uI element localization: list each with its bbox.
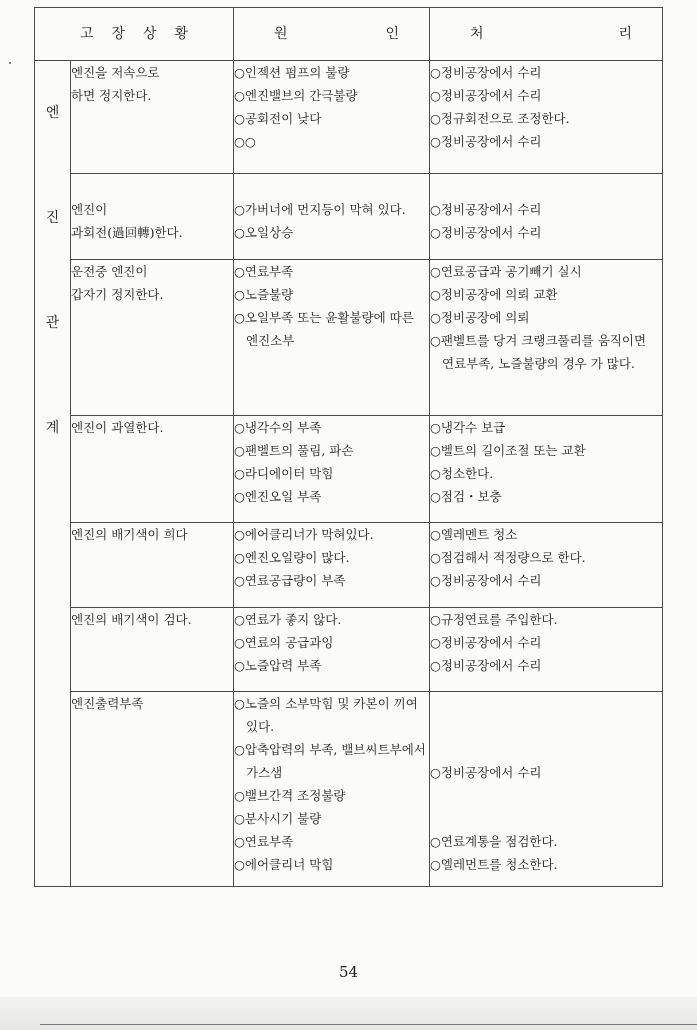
cause-item: ○노즐의 소부막힘 및 카본이 끼여있다. [234,696,418,734]
cause-cell [234,692,430,887]
cause-item: ○엔진오일 부족 [234,489,322,504]
action-item: ○정비공장에서 수리 [430,635,542,650]
cause-item: ○냉각수의 부족 [234,420,322,435]
table-row [35,523,663,608]
action-item: ○정비공장에서 수리 [430,88,542,103]
action-item: ○청소한다. [430,466,494,481]
cause-item: ○에어클리너 막힘 [234,857,334,872]
divider [40,1024,697,1025]
symptom-line: 엔진출력부족 [71,696,144,711]
symptom-cell [71,61,234,174]
header-situation [35,8,234,61]
symptom-line: 엔진의 배기색이 검다. [71,612,192,627]
table-row [35,174,663,260]
action-item: ○팬벨트를 당겨 크랭크풀리를 움직이면 연료부족, 노즐불량의 경우 가 많다. [430,333,647,371]
action-item: ○정비공장에서 수리 [430,225,542,240]
symptom-cell [71,692,234,887]
action-item: ○정비공장에서 수리 [430,573,542,588]
symptom-line: 하면 정지한다. [71,88,152,103]
action-item: ○연료공급과 공기빼기 실시 [430,264,582,279]
action-item: ○점검해서 적정량으로 한다. [430,550,586,565]
table-header-row [35,8,663,61]
table-row [35,416,663,523]
action-item: ○정비공장에서 수리 [430,202,542,217]
cause-cell [234,608,430,692]
symptom-cell [71,260,234,416]
action-item: ○정비공장에서 수리 [430,65,542,80]
action-cell [430,523,663,608]
cause-item: ○○ [234,134,256,149]
action-item: ○정비공장에 의뢰 [430,310,530,325]
symptom-cell [71,416,234,523]
action-item: ○연료계통을 점검한다. [430,834,558,849]
action-item: ○규정연료를 주입한다. [430,612,558,627]
page-number: 54 [338,963,359,981]
cause-item: ○분사시기 불량 [234,811,322,826]
cause-item: ○밸브간격 조정불량 [234,788,346,803]
cause-item: ○라디에이터 막힘 [234,466,334,481]
table-row [35,61,663,174]
scan-edge [0,997,697,1030]
action-item: ○정규회전으로 조정한다. [430,111,570,126]
symptom-cell [71,608,234,692]
action-cell [430,260,663,416]
cause-item: ○노즐불량 [234,287,294,302]
cause-item: ○공회전이 낮다 [234,111,322,126]
cause-item: ○엔진오일량이 많다. [234,550,350,565]
action-item: ○정비공장에 의뢰 교환 [430,287,558,302]
cause-item: ○오일부족 또는 윤활불량에 따른 엔진소부 [234,310,414,348]
troubleshooting-table [34,7,663,887]
cause-cell [234,61,430,174]
header-char: 고 [79,25,94,42]
header-char: 인 [385,25,399,42]
stray-mark [9,62,11,64]
header-char: 처 [470,25,484,42]
action-item: ○점검・보충 [430,489,502,504]
action-item: ○정비공장에서 수리 [430,134,542,149]
cause-item: ○노즐압력 부족 [234,658,322,673]
action-cell [430,692,663,887]
symptom-line: 엔진이 [71,202,108,217]
cause-item: ○연료공급량이 부족 [234,573,346,588]
action-item: ○정비공장에서 수리 [430,765,542,780]
cause-cell [234,174,430,260]
header-char: 상 [143,25,157,42]
header-action [430,8,663,61]
table-row [35,260,663,416]
symptom-line: 엔진이 과열한다. [71,420,164,435]
table-row [35,608,663,692]
action-cell [430,416,663,523]
symptom-line: 운전중 엔진이 [71,264,148,279]
action-cell [430,608,663,692]
category-char: 계 [45,420,60,436]
action-cell [430,61,663,174]
cause-item: ○팬벨트의 풀림, 파손 [234,443,354,458]
cause-item: ○인젝션 펌프의 불량 [234,65,350,80]
category-char: 엔 [45,105,60,121]
cause-item: ○연료가 좋지 않다. [234,612,342,627]
header-char: 원 [274,25,288,42]
action-item: ○정비공장에서 수리 [430,658,542,673]
cause-item: ○에어클리너가 막혀있다. [234,527,374,542]
header-char: 황 [174,25,189,42]
cause-item: ○오일상승 [234,225,294,240]
category-cell [35,61,71,887]
symptom-cell [71,174,234,260]
header-char: 장 [111,25,125,42]
cause-cell [234,260,430,416]
cause-item: ○연료부족 [234,834,294,849]
cause-item: ○엔진밸브의 간극불량 [234,88,358,103]
table-row [35,692,663,887]
cause-item: ○가버너에 먼지등이 막혀 있다. [234,202,406,217]
header-char: 리 [618,25,632,42]
cause-item: ○압축압력의 부족, 밸브씨트부에서 가스샘 [234,742,426,780]
category-char: 진 [45,210,60,226]
symptom-line: 갑자기 정지한다. [71,287,164,302]
symptom-cell [71,523,234,608]
cause-cell [234,523,430,608]
action-item: ○엘레먼트를 청소한다. [430,857,558,872]
action-item: ○벨트의 길이조절 또는 교환 [430,443,586,458]
cause-cell [234,416,430,523]
header-cause [234,8,430,61]
action-item: ○엘레멘트 청소 [430,527,518,542]
action-item: ○냉각수 보급 [430,420,506,435]
action-cell [430,174,663,260]
cause-item: ○연료의 공급과잉 [234,635,334,650]
symptom-line: 엔진을 저속으로 [71,65,160,80]
symptom-line: 과회전(過回轉)한다. [71,225,183,240]
cause-item: ○연료부족 [234,264,294,279]
category-char: 관 [45,315,60,331]
symptom-line: 엔진의 배기색이 희다 [71,527,188,542]
